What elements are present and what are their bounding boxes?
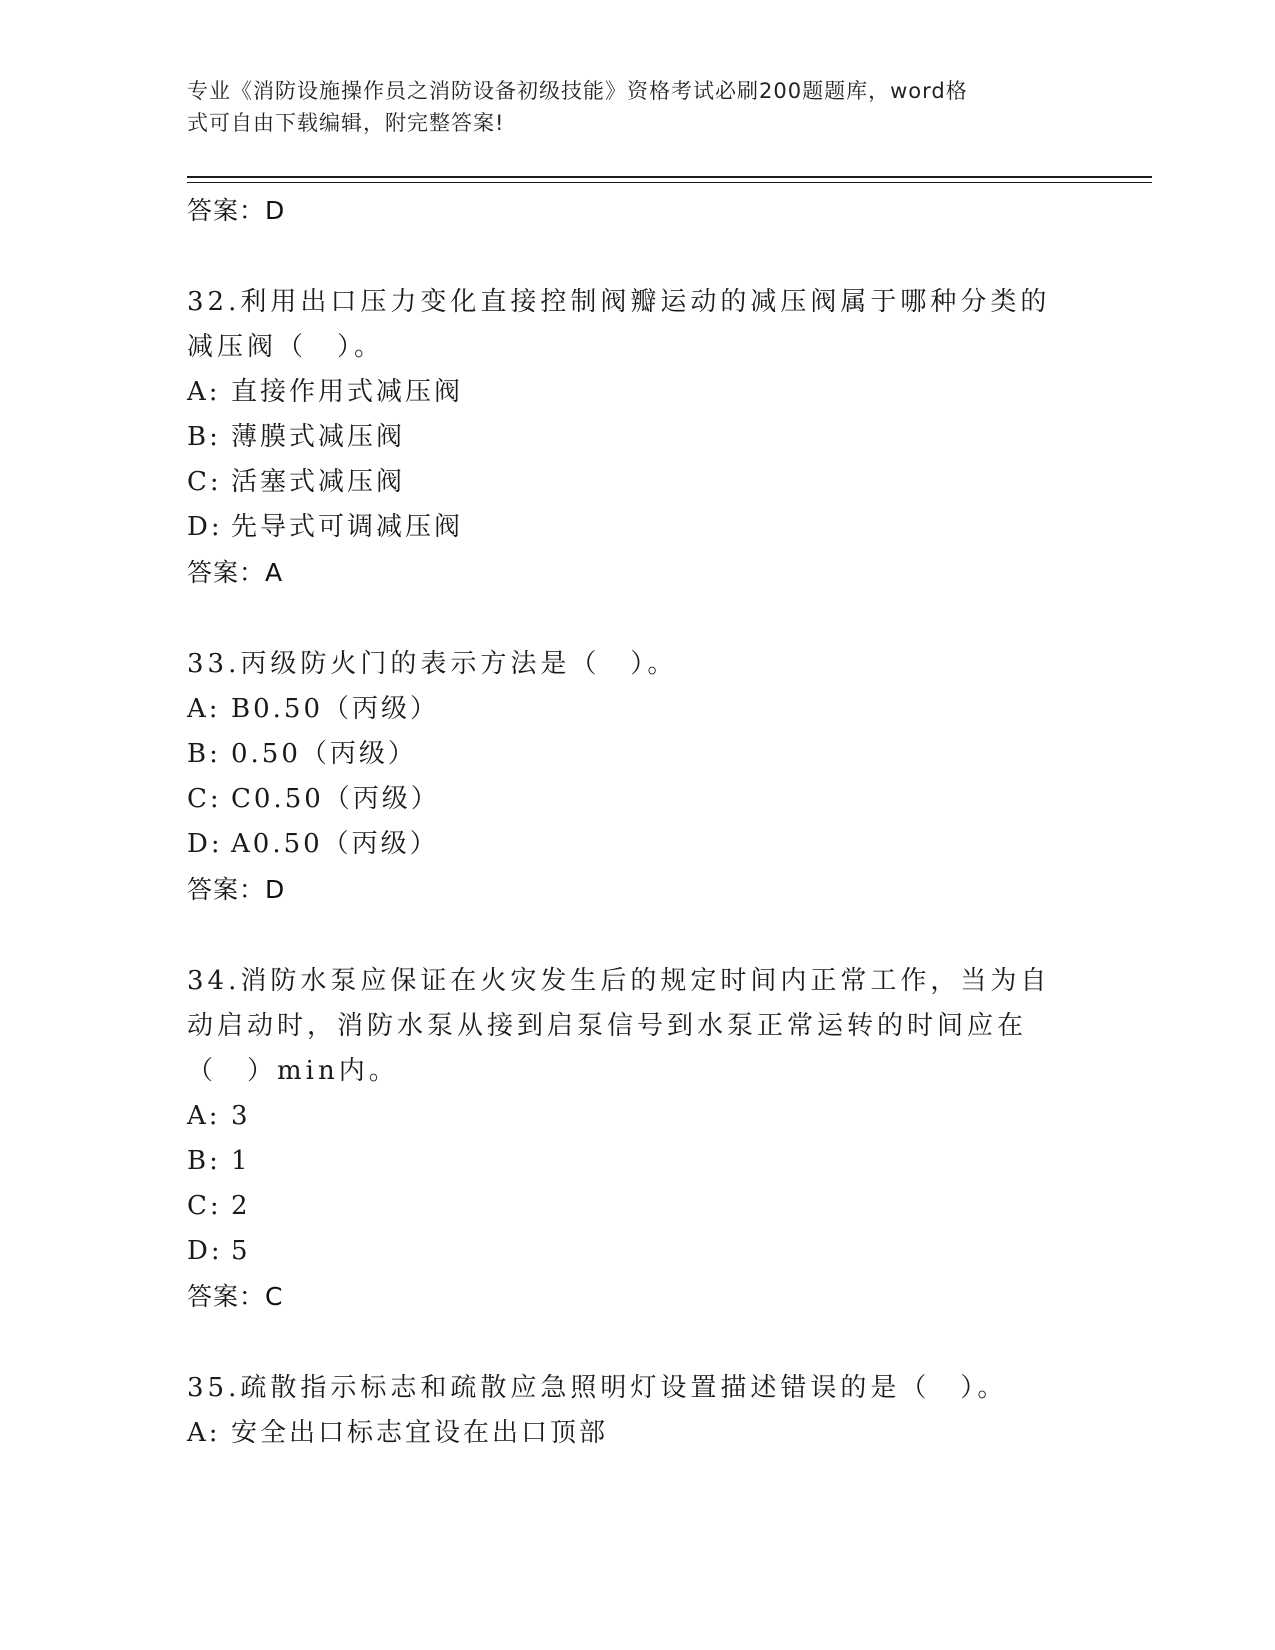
option-key: A: <box>187 694 221 724</box>
header-divider <box>187 176 1152 178</box>
option-text: C0.50（丙级） <box>231 784 440 814</box>
option-d <box>187 822 1087 867</box>
answer: 答案：C <box>187 1282 284 1311</box>
option-a <box>187 687 1087 732</box>
option-a <box>187 1411 1087 1456</box>
option-text: B0.50（丙级） <box>231 694 439 724</box>
option-text: 0.50（丙级） <box>231 739 417 769</box>
option-text: 薄膜式减压阀 <box>231 422 406 452</box>
option-c <box>187 1184 1087 1229</box>
option-c <box>187 777 1087 822</box>
option-text: 活塞式减压阀 <box>231 467 406 497</box>
header-line-1: 专业《消防设施操作员之消防设备初级技能》资格考试必刷200题题库，word格 <box>187 79 968 103</box>
answer: 答案：A <box>187 558 284 587</box>
option-key: D: <box>187 829 223 859</box>
option-key: D: <box>187 512 223 542</box>
option-text: 安全出口标志宜设在出口顶部 <box>231 1418 609 1448</box>
header-divider-thin <box>187 182 1152 183</box>
question-33 <box>187 642 1087 913</box>
option-key: C: <box>187 467 222 497</box>
option-a <box>187 370 1087 415</box>
question-list <box>187 188 1087 1456</box>
option-text: A0.50（丙级） <box>231 829 439 859</box>
option-text: 1 <box>231 1146 251 1176</box>
option-c <box>187 460 1087 505</box>
option-b <box>187 732 1087 777</box>
question-text: 35.疏散指示标志和疏散应急照明灯设置描述错误的是（ ）。 <box>187 1373 1008 1403</box>
header-line-2: 式可自由下载编辑，附完整答案! <box>187 111 505 135</box>
question-text: 32.利用出口压力变化直接控制阀瓣运动的减压阀属于哪种分类的减压阀（ ）。 <box>187 287 1051 362</box>
question-35 <box>187 1366 1087 1456</box>
option-b <box>187 415 1087 460</box>
option-key: A: <box>187 1101 221 1131</box>
question-text: 33.丙级防火门的表示方法是（ ）。 <box>187 649 678 679</box>
question-34 <box>187 959 1087 1320</box>
option-d <box>187 505 1087 550</box>
option-key: D: <box>187 1236 223 1266</box>
option-key: A: <box>187 377 221 407</box>
option-b <box>187 1139 1087 1184</box>
previous-answer: 答案：D <box>187 196 286 225</box>
answer: 答案：D <box>187 875 286 904</box>
option-text: 2 <box>231 1191 251 1221</box>
option-key: B: <box>187 422 221 452</box>
option-d <box>187 1229 1087 1274</box>
option-text: 3 <box>231 1101 251 1131</box>
question-text: 34.消防水泵应保证在火灾发生后的规定时间内正常工作，当为自动启动时，消防水泵从接到启泵信号到水泵正常运转的时间应在（ ）min内。 <box>187 966 1051 1086</box>
option-text: 先导式可调减压阀 <box>231 512 464 542</box>
option-key: A: <box>187 1418 221 1448</box>
option-a <box>187 1094 1087 1139</box>
question-32 <box>187 280 1087 596</box>
option-text: 5 <box>231 1236 251 1266</box>
option-text: 直接作用式减压阀 <box>231 377 464 407</box>
page-header <box>187 75 1067 139</box>
option-key: B: <box>187 1146 221 1176</box>
option-key: B: <box>187 739 221 769</box>
option-key: C: <box>187 1191 222 1221</box>
option-key: C: <box>187 784 222 814</box>
